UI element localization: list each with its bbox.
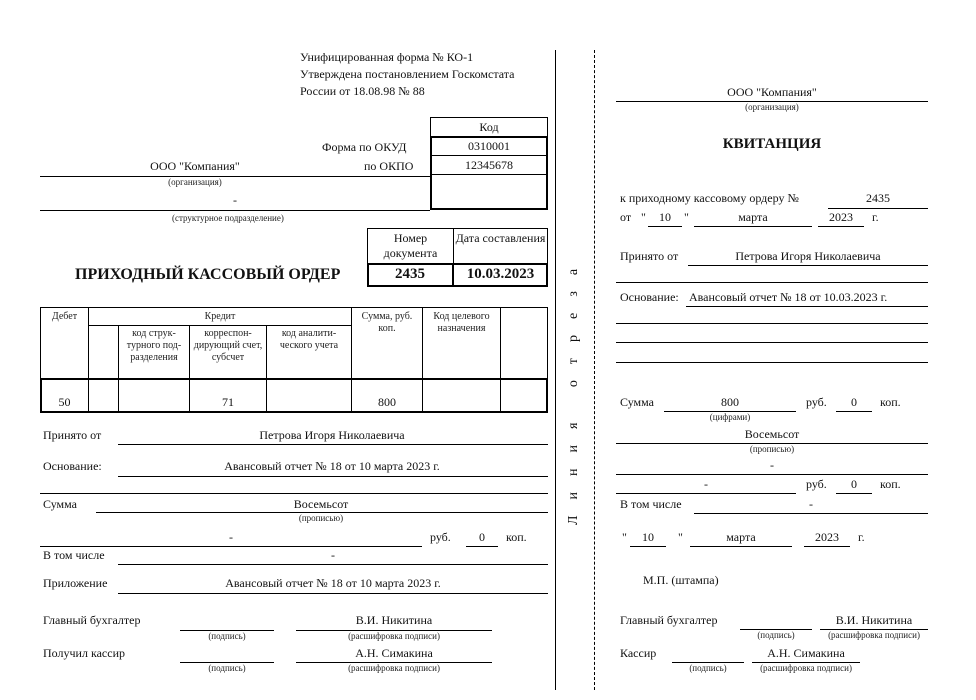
receipt-kop-value: 0 bbox=[851, 395, 857, 409]
receipt-date2-quote-open: " bbox=[622, 530, 627, 544]
col-corr: корреспон-дирующий счет, субсчет bbox=[193, 328, 263, 363]
receipt-rub-label-2: руб. bbox=[806, 477, 827, 491]
receipt-quote-open: " bbox=[641, 210, 646, 224]
receipt-date2-suffix: г. bbox=[858, 530, 865, 544]
receipt-kop-label-2: коп. bbox=[880, 477, 901, 491]
including-label: В том числе bbox=[43, 548, 105, 562]
received-from-value: Петрова Игоря Николаевича bbox=[259, 428, 405, 442]
receipt-date2-month: марта bbox=[726, 530, 756, 544]
receipt-including-value: - bbox=[809, 497, 813, 511]
form-code-line: Унифицированная форма № КО-1 bbox=[300, 50, 474, 64]
receipt-year-suffix: г. bbox=[872, 210, 879, 224]
chief-accountant-name: В.И. Никитина bbox=[355, 613, 433, 627]
col-purpose: Код целевого назначения bbox=[433, 311, 490, 334]
sum-words-line2: - bbox=[229, 530, 233, 544]
receipt-year: 2023 bbox=[829, 210, 853, 224]
receipt-basis-value: Авансовый отчет № 18 от 10.03.2023 г. bbox=[689, 290, 888, 304]
receipt-order-number: 2435 bbox=[866, 191, 890, 205]
receipt-stamp: М.П. (штампа) bbox=[643, 573, 719, 587]
received-from-label: Принято от bbox=[43, 428, 102, 442]
receipt-sum-words-line3: - bbox=[704, 477, 708, 491]
organization-caption: (организация) bbox=[168, 177, 222, 187]
code-header: Код bbox=[479, 120, 499, 134]
okud-value: 0310001 bbox=[468, 139, 510, 153]
okpo-value: 12345678 bbox=[465, 158, 513, 172]
okpo-label: по ОКПО bbox=[364, 159, 414, 173]
receipt-including-label: В том числе bbox=[620, 497, 682, 511]
receipt-order-label: к приходному кассовому ордеру № bbox=[620, 191, 799, 205]
kop-value: 0 bbox=[479, 530, 485, 544]
sum-words: Восемьсот bbox=[293, 497, 349, 511]
col-analytic: код аналити-ческого учета bbox=[279, 328, 339, 351]
receipt-words-caption: (прописью) bbox=[749, 444, 795, 454]
receipt-title: КВИТАНЦИЯ bbox=[722, 136, 822, 152]
receipt-cashier-sign-caption: (подпись) bbox=[689, 663, 727, 673]
cashier-name: А.Н. Симакина bbox=[355, 646, 433, 660]
receipt-sum-words-line2: - bbox=[770, 458, 774, 472]
cell-corr: 71 bbox=[222, 395, 234, 409]
cashier-decode-caption: (расшифровка подписи) bbox=[348, 663, 440, 673]
receipt-org-caption: (организация) bbox=[745, 102, 799, 112]
appendix-value: Авансовый отчет № 18 от 10 марта 2023 г. bbox=[225, 576, 441, 590]
doc-number-header: Номер документа bbox=[383, 231, 438, 260]
cut-line-label: Линия отреза bbox=[566, 252, 581, 525]
receipt-quote-close: " bbox=[684, 210, 689, 224]
receipt-kop-label: коп. bbox=[880, 395, 901, 409]
chief-decode-caption: (расшифровка подписи) bbox=[348, 631, 440, 641]
receipt-cashier-decode-caption: (расшифровка подписи) bbox=[760, 663, 852, 673]
organization-name: ООО "Компания" bbox=[150, 159, 240, 173]
receipt-kop-value-2: 0 bbox=[851, 477, 857, 491]
appendix-label: Приложение bbox=[43, 576, 108, 590]
basis-value: Авансовый отчет № 18 от 10 марта 2023 г. bbox=[224, 459, 440, 473]
receipt-day: 10 bbox=[659, 210, 671, 224]
receipt-sum-words: Восемьсот bbox=[744, 427, 800, 441]
chief-sign-caption: (подпись) bbox=[208, 631, 246, 641]
receipt-date2-day: 10 bbox=[642, 530, 654, 544]
receipt-month: марта bbox=[738, 210, 768, 224]
receipt-from-label: от bbox=[620, 210, 632, 224]
form-approval-date-line: России от 18.08.98 № 88 bbox=[300, 84, 425, 98]
document-title: ПРИХОДНЫЙ КАССОВЫЙ ОРДЕР bbox=[75, 266, 341, 283]
cell-sum: 800 bbox=[378, 395, 396, 409]
receipt-chief-decode-caption: (расшифровка подписи) bbox=[828, 630, 920, 640]
receipt-cashier-name: А.Н. Симакина bbox=[767, 646, 845, 660]
receipt-sum-digits: 800 bbox=[721, 395, 739, 409]
receipt-chief-label: Главный бухгалтер bbox=[620, 613, 718, 627]
sum-label: Сумма bbox=[43, 497, 77, 511]
receipt-sum-label: Сумма bbox=[620, 395, 654, 409]
doc-number: 2435 bbox=[395, 266, 425, 282]
col-struct: код струк-турного под-разделения bbox=[126, 328, 182, 363]
form-approval-line: Утверждена постановлением Госкомстата bbox=[300, 67, 515, 81]
cell-debit: 50 bbox=[58, 395, 71, 409]
receipt-date2-year: 2023 bbox=[815, 530, 839, 544]
col-credit: Кредит bbox=[204, 311, 236, 322]
doc-date: 10.03.2023 bbox=[466, 266, 535, 282]
basis-label: Основание: bbox=[43, 459, 102, 473]
subdivision-value: - bbox=[233, 193, 237, 207]
receipt-received-value: Петрова Игоря Николаевича bbox=[735, 249, 881, 263]
receipt-received-label: Принято от bbox=[620, 249, 679, 263]
receipt-basis-label: Основание: bbox=[620, 290, 679, 304]
receipt-cashier-label: Кассир bbox=[620, 646, 657, 660]
kop-label: коп. bbox=[506, 530, 527, 544]
subdivision-caption: (структурное подразделение) bbox=[172, 213, 284, 223]
col-debit: Дебет bbox=[51, 311, 78, 322]
code-header-cell bbox=[430, 117, 548, 137]
doc-date-header: Дата составления bbox=[455, 231, 546, 245]
receipt-rub-label: руб. bbox=[806, 395, 827, 409]
receipt-date2-quote-close: " bbox=[678, 530, 683, 544]
receipt-chief-name: В.И. Никитина bbox=[835, 613, 913, 627]
sum-words-caption: (прописью) bbox=[298, 513, 344, 523]
including-value: - bbox=[331, 548, 335, 562]
chief-accountant-label: Главный бухгалтер bbox=[43, 613, 141, 627]
cashier-sign-caption: (подпись) bbox=[208, 663, 246, 673]
okud-label: Форма по ОКУД bbox=[322, 140, 407, 154]
rub-label: руб. bbox=[430, 530, 451, 544]
receipt-organization: ООО "Компания" bbox=[727, 85, 817, 99]
col-sum: Сумма, руб. коп. bbox=[361, 311, 413, 334]
receipt-chief-sign-caption: (подпись) bbox=[757, 630, 795, 640]
receipt-digits-caption: (цифрами) bbox=[709, 412, 751, 422]
cashier-received-label: Получил кассир bbox=[43, 646, 125, 660]
